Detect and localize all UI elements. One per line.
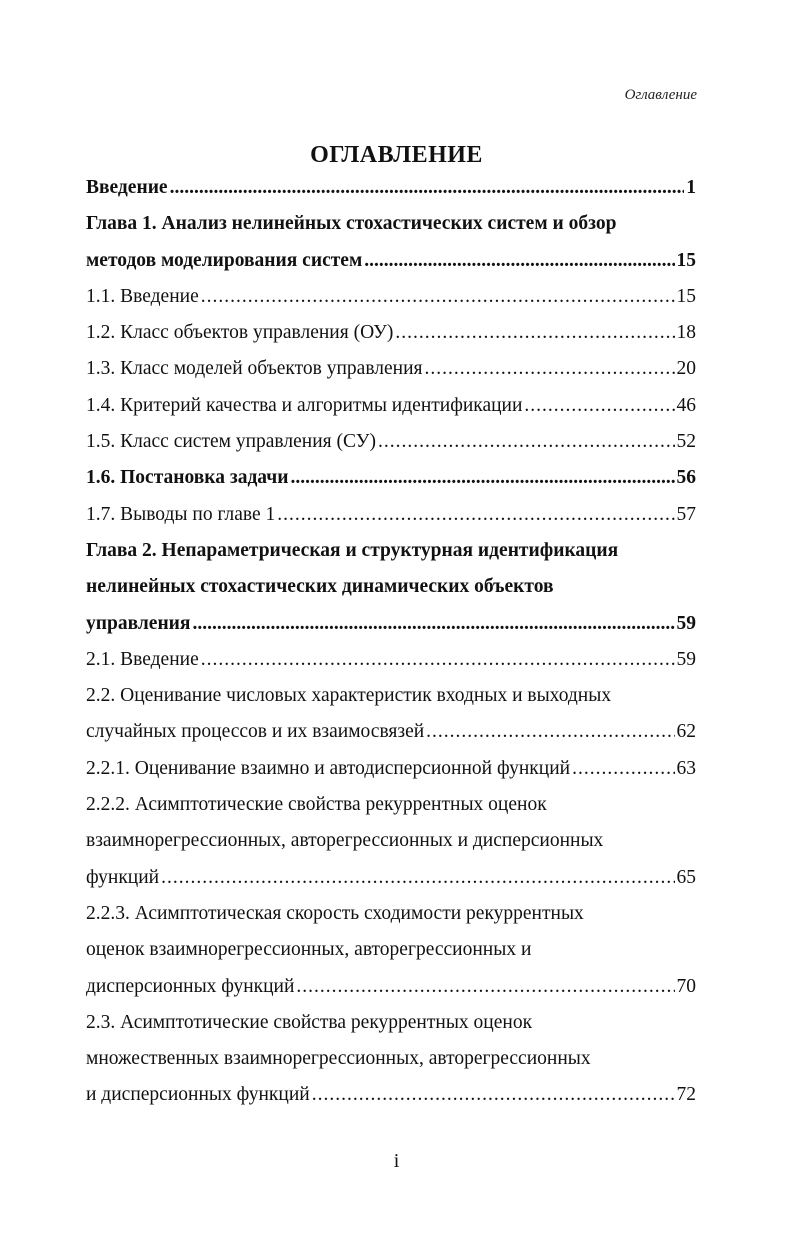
dot-leader [192, 606, 674, 642]
toc-entry-page: 52 [676, 431, 696, 453]
dot-leader [161, 860, 674, 896]
toc-entry [86, 351, 696, 387]
dot-leader [312, 1077, 675, 1113]
toc-entry-page: 15 [676, 249, 696, 271]
page-number: i [393, 1150, 400, 1172]
toc-entry [86, 243, 696, 279]
toc-entry-text: Глава 2. Непараметрическая и структурная идентификация [86, 539, 619, 561]
toc-entry [86, 533, 696, 569]
toc-entry-text: 1.1. Введение [86, 285, 199, 307]
toc-entry [86, 751, 696, 787]
table-of-contents [86, 170, 696, 1114]
toc-entry-text: методов моделирования систем [86, 249, 363, 271]
toc-entry-text: 2.1. Введение [86, 648, 199, 670]
dot-leader [170, 170, 685, 206]
toc-entry-page: 59 [676, 612, 696, 634]
toc-entry-page: 59 [676, 648, 696, 670]
toc-entry-page: 18 [676, 322, 696, 344]
toc-entry [86, 388, 696, 424]
dot-leader [524, 388, 674, 424]
toc-entry [86, 678, 696, 714]
toc-entry-text: 2.2. Оценивание числовых характеристик входных и выходных [86, 685, 612, 707]
toc-entry-page: 62 [676, 721, 696, 743]
dot-leader [426, 714, 674, 750]
toc-entry-text: 1.7. Выводы по главе 1 [86, 503, 276, 525]
toc-entry-page: 70 [676, 975, 696, 997]
toc-entry [86, 787, 696, 823]
toc-entry [86, 714, 696, 750]
toc-entry [86, 606, 696, 642]
toc-entry [86, 569, 696, 605]
toc-entry-text: взаимнорегрессионных, авторегрессионных и дисперсионных [86, 830, 604, 852]
dot-leader [291, 460, 675, 496]
toc-entry-text: управления [86, 612, 191, 634]
toc-entry [86, 206, 696, 242]
toc-entry-text: 2.2.1. Оценивание взаимно и автодисперсионной функций [86, 757, 571, 779]
toc-entry-text: функций [86, 866, 160, 888]
toc-entry-page: 15 [676, 285, 696, 307]
toc-entry-text: Введение [86, 177, 168, 198]
toc-entry [86, 497, 696, 533]
toc-title: ОГЛАВЛЕНИЕ [310, 142, 483, 168]
toc-entry [86, 315, 696, 351]
toc-entry-text: нелинейных стохастических динамических объектов [86, 576, 554, 598]
toc-entry [86, 279, 696, 315]
toc-entry [86, 932, 696, 968]
toc-entry [86, 896, 696, 932]
toc-entry [86, 1077, 696, 1113]
toc-entry-page: 57 [676, 503, 696, 525]
toc-entry-page: 1 [686, 177, 696, 198]
toc-entry-text: 1.3. Класс моделей объектов управления [86, 358, 423, 380]
toc-entry [86, 860, 696, 896]
dot-leader [378, 424, 674, 460]
toc-entry-text: и дисперсионных функций [86, 1084, 310, 1106]
dot-leader [201, 642, 675, 678]
toc-entry-text: 1.6. Постановка задачи [86, 467, 289, 489]
running-header: Оглавление [624, 87, 697, 103]
toc-entry-page: 56 [676, 467, 696, 489]
dot-leader [572, 751, 674, 787]
toc-entry-text: 1.4. Критерий качества и алгоритмы идентификации [86, 394, 523, 416]
dot-leader [296, 969, 674, 1005]
toc-entry-text: 1.5. Класс систем управления (СУ) [86, 431, 377, 453]
dot-leader [395, 315, 674, 351]
toc-entry-page: 20 [676, 358, 696, 380]
toc-entry-text: оценок взаимнорегрессионных, авторегрессионных и [86, 939, 532, 961]
toc-entry-text: дисперсионных функций [86, 975, 295, 997]
toc-entry-page: 63 [676, 757, 696, 779]
toc-entry [86, 642, 696, 678]
toc-entry [86, 460, 696, 496]
toc-entry [86, 969, 696, 1005]
toc-entry [86, 1005, 696, 1041]
dot-leader [364, 243, 674, 279]
toc-entry-page: 65 [676, 866, 696, 888]
toc-entry-text: 1.2. Класс объектов управления (ОУ) [86, 322, 394, 344]
toc-entry [86, 170, 696, 206]
toc-entry-text: 2.3. Асимптотические свойства рекуррентных оценок [86, 1011, 533, 1033]
toc-entry-text: случайных процессов и их взаимосвязей [86, 721, 425, 743]
toc-entry-page: 46 [676, 394, 696, 416]
toc-entry-text: Глава 1. Анализ нелинейных стохастических систем и обзор [86, 213, 617, 235]
toc-entry-text: множественных взаимнорегрессионных, авторегрессионных [86, 1048, 591, 1070]
toc-entry-text: 2.2.2. Асимптотические свойства рекуррентных оценок [86, 794, 547, 816]
toc-entry [86, 424, 696, 460]
toc-entry [86, 1041, 696, 1077]
toc-entry [86, 823, 696, 859]
dot-leader [277, 497, 674, 533]
dot-leader [201, 279, 675, 315]
toc-entry-page: 72 [676, 1084, 696, 1106]
toc-entry-text: 2.2.3. Асимптотическая скорость сходимости рекуррентных [86, 902, 584, 924]
dot-leader [425, 351, 675, 387]
